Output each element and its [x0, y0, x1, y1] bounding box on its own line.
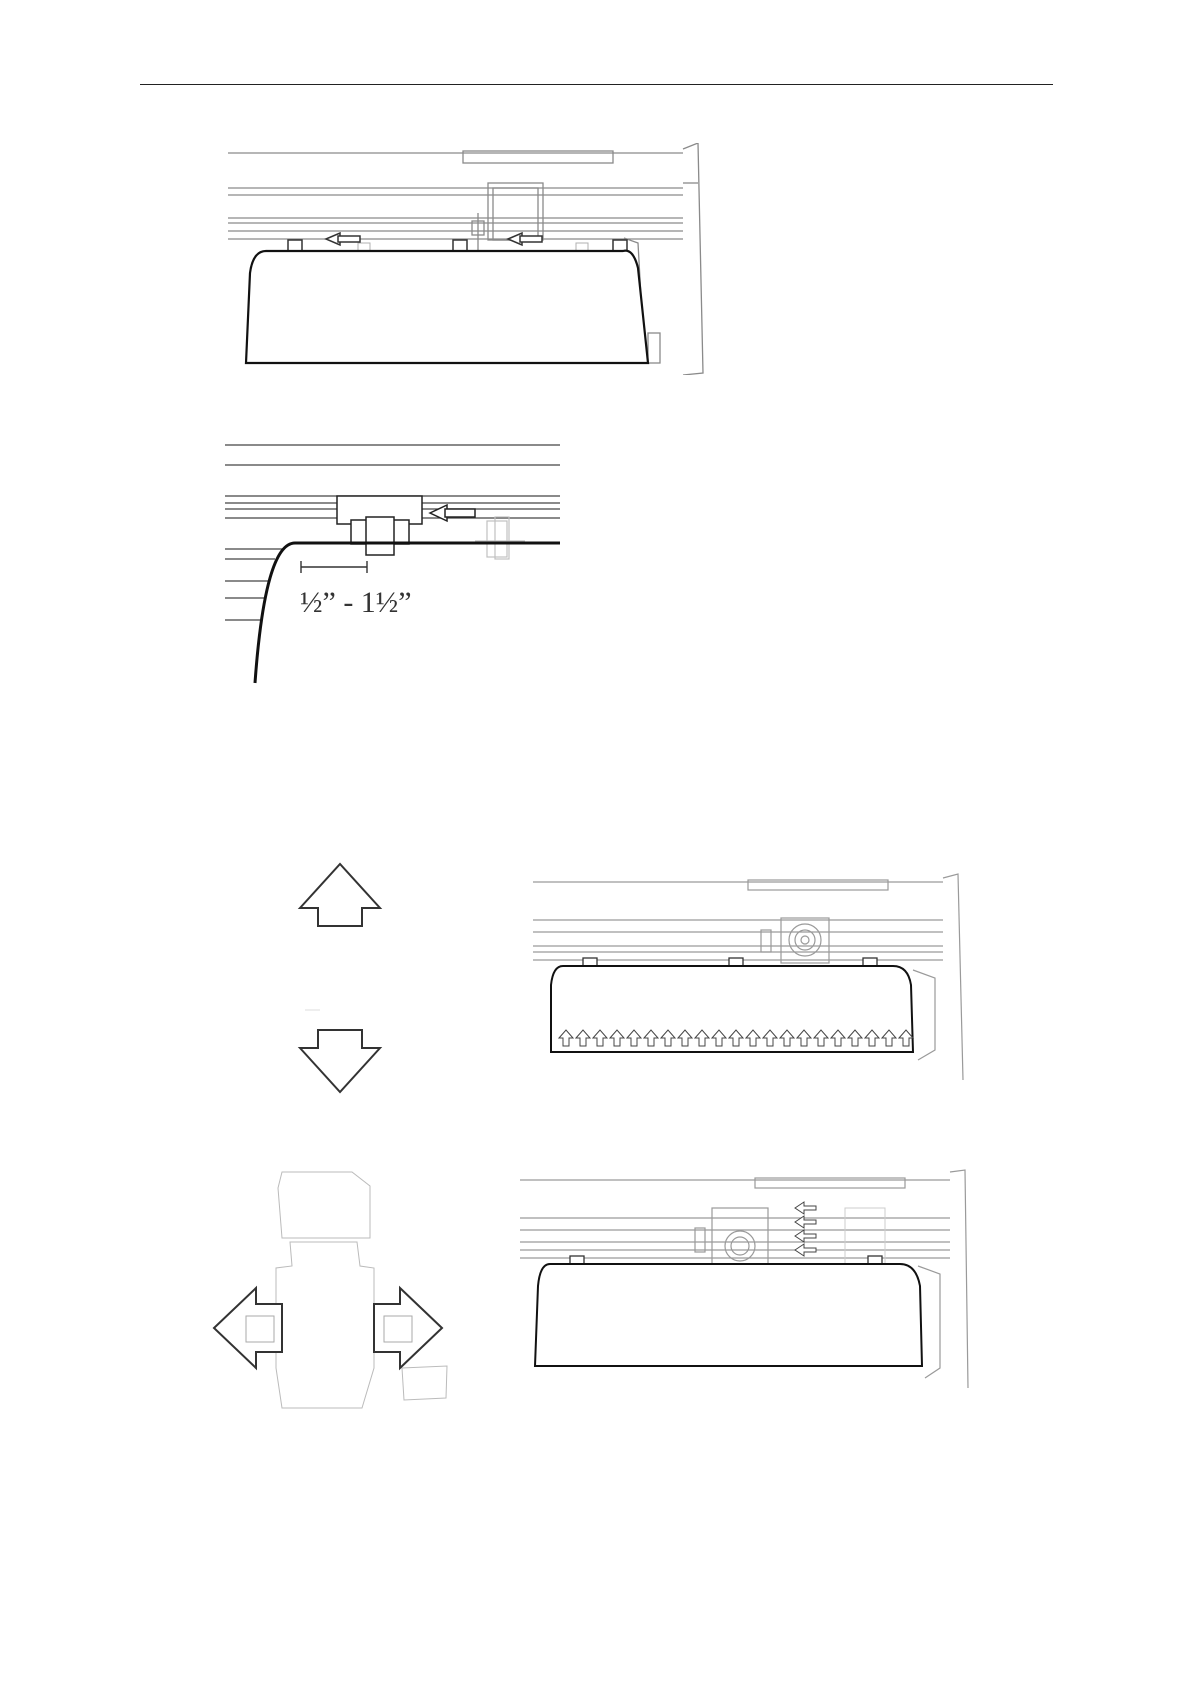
header-rule: [140, 84, 1053, 85]
down-arrow-icon: [300, 1030, 380, 1092]
pinch-roller-closeup-figure: [225, 443, 565, 688]
carriage-move-figure: [520, 1168, 980, 1393]
media-feed-figure: [533, 870, 968, 1085]
cutter-front-figure: [228, 143, 708, 375]
up-down-keys-figure: [290, 860, 410, 1110]
cutter-front-drawing: [228, 143, 708, 375]
left-right-keys-figure: [212, 1168, 457, 1418]
pinch-roller-drawing: [225, 443, 565, 688]
left-arrow-icon: [214, 1288, 282, 1368]
up-arrow-icon: [300, 864, 380, 926]
roller-position-measurement: ½” - 1½”: [300, 586, 412, 619]
carriage-arrow-stack: [795, 1202, 816, 1256]
